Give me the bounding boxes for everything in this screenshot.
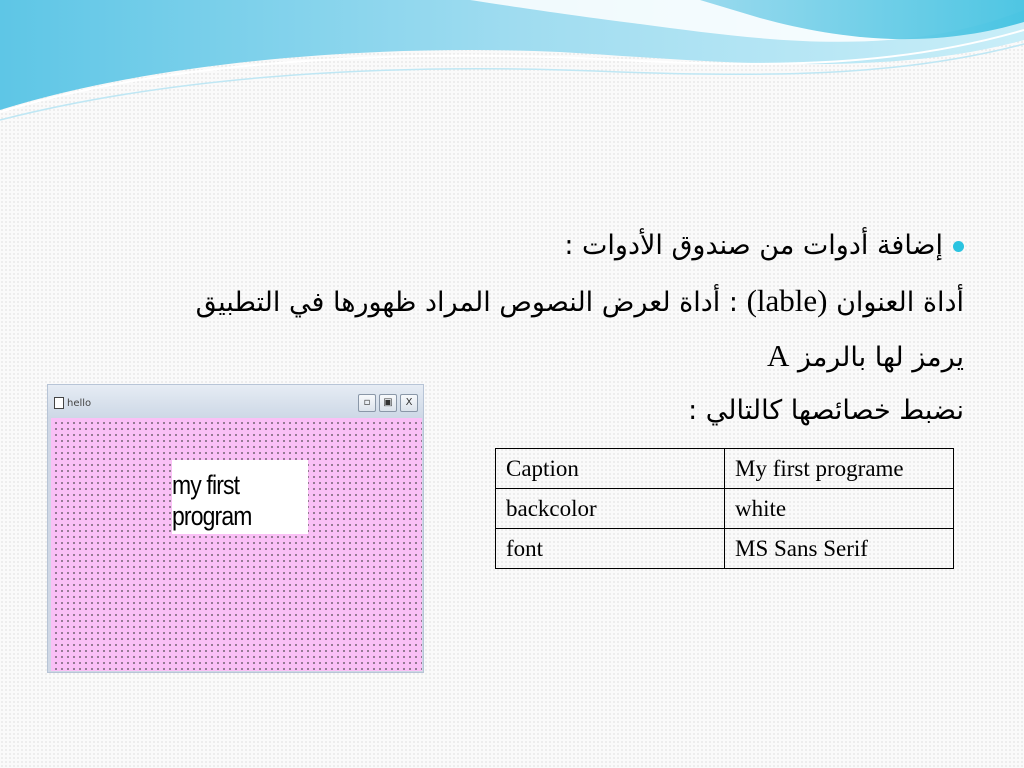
label-tool-description: : أداة لعرض النصوص المراد ظهورها في التطبيق (195, 287, 738, 318)
property-name: backcolor (496, 489, 725, 529)
window-title: hello (67, 398, 92, 409)
label-caption: my first program (172, 470, 252, 531)
header-wave-decoration (0, 0, 1024, 130)
properties-table (495, 448, 954, 569)
property-name: font (496, 529, 725, 569)
symbol-letter: A (766, 338, 790, 373)
label-tool-title: أداة العنوان (836, 287, 964, 318)
table-row (496, 529, 954, 569)
label-tool-line (64, 277, 964, 332)
close-button[interactable]: X (400, 394, 418, 412)
bullet-icon (953, 241, 964, 252)
table-row (496, 449, 954, 489)
bullet-line (64, 222, 964, 277)
maximize-button[interactable]: ▣ (379, 394, 397, 412)
vb-form-window (47, 384, 424, 673)
property-value: white (725, 489, 954, 529)
property-value: My first programe (725, 449, 954, 489)
label-tool-english: (lable) (746, 283, 828, 318)
form-design-grid[interactable] (51, 418, 422, 671)
table-row (496, 489, 954, 529)
symbol-line (64, 332, 964, 387)
app-icon (54, 397, 64, 409)
minimize-button[interactable]: ▫ (358, 394, 376, 412)
label-control[interactable] (172, 460, 308, 534)
properties-intro-text: نضبط خصائصها كالتالي : (688, 395, 964, 426)
property-name: Caption (496, 449, 725, 489)
property-value: MS Sans Serif (725, 529, 954, 569)
window-titlebar[interactable] (48, 385, 423, 418)
add-tools-text: إضافة أدوات من صندوق الأدوات : (564, 230, 943, 261)
symbol-text: يرمز لها بالرمز (789, 342, 964, 373)
